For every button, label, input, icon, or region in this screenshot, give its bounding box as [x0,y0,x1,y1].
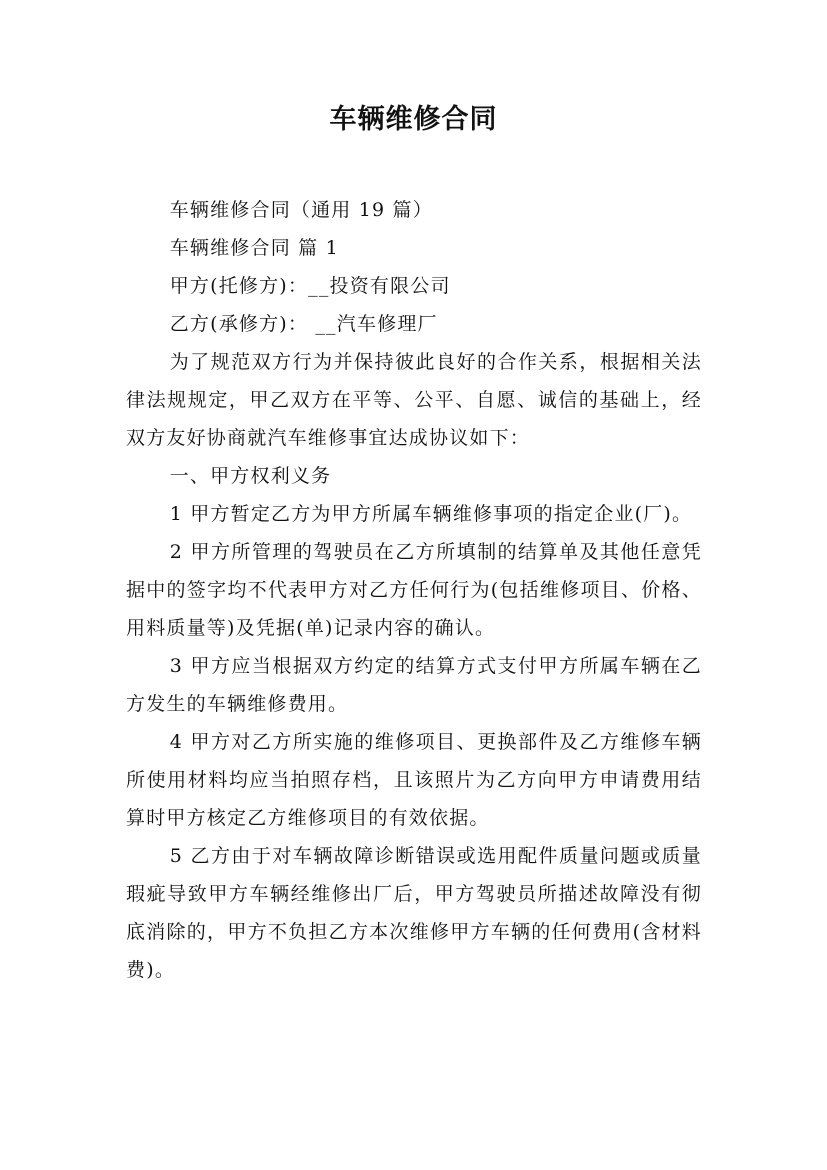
document-body [126,191,702,989]
preamble-paragraph: 为了规范双方行为并保持彼此良好的合作关系，根据相关法律法规规定，甲乙双方在平等、公平、自愿、诚信的基础上，经双方友好协商就汽车维修事宜达成协议如下： [126,351,702,449]
subtitle-paragraph: 车辆维修合同（通用 19 篇） [169,199,433,221]
party-a-line: 甲方(托修方)：__投资有限公司 [169,275,451,297]
party-b-line: 乙方(承修方)： __汽车修理厂 [169,313,438,335]
clause-item-2: 2 甲方所管理的驾驶员在乙方所填制的结算单及其他任意凭据中的签字均不代表甲方对乙方任何行为(包括维修项目、价格、用料质量等)及凭据(单)记录内容的确认。 [126,541,702,639]
clause-item-1: 1 甲方暂定乙方为甲方所属车辆维修事项的指定企业(厂)。 [169,503,693,525]
clause-heading: 一、甲方权利义务 [169,465,332,487]
clause-item-3: 3 甲方应当根据双方约定的结算方式支付甲方所属车辆在乙方发生的车辆维修费用。 [126,655,702,715]
document-title: 车辆维修合同 [329,104,498,135]
clause-item-5: 5 乙方由于对车辆故障诊断错误或选用配件质量问题或质量瑕疵导致甲方车辆经维修出厂后，甲方驾驶员所描述故障没有彻底消除的，甲方不负担乙方本次维修甲方车辆的任何费用(含材料费)。 [126,845,702,981]
clause-item-4: 4 甲方对乙方所实施的维修项目、更换部件及乙方维修车辆所使用材料均应当拍照存档，且该照片为乙方向甲方申请费用结算时甲方核定乙方维修项目的有效依据。 [126,731,702,829]
section-heading: 车辆维修合同 篇 1 [169,237,339,259]
